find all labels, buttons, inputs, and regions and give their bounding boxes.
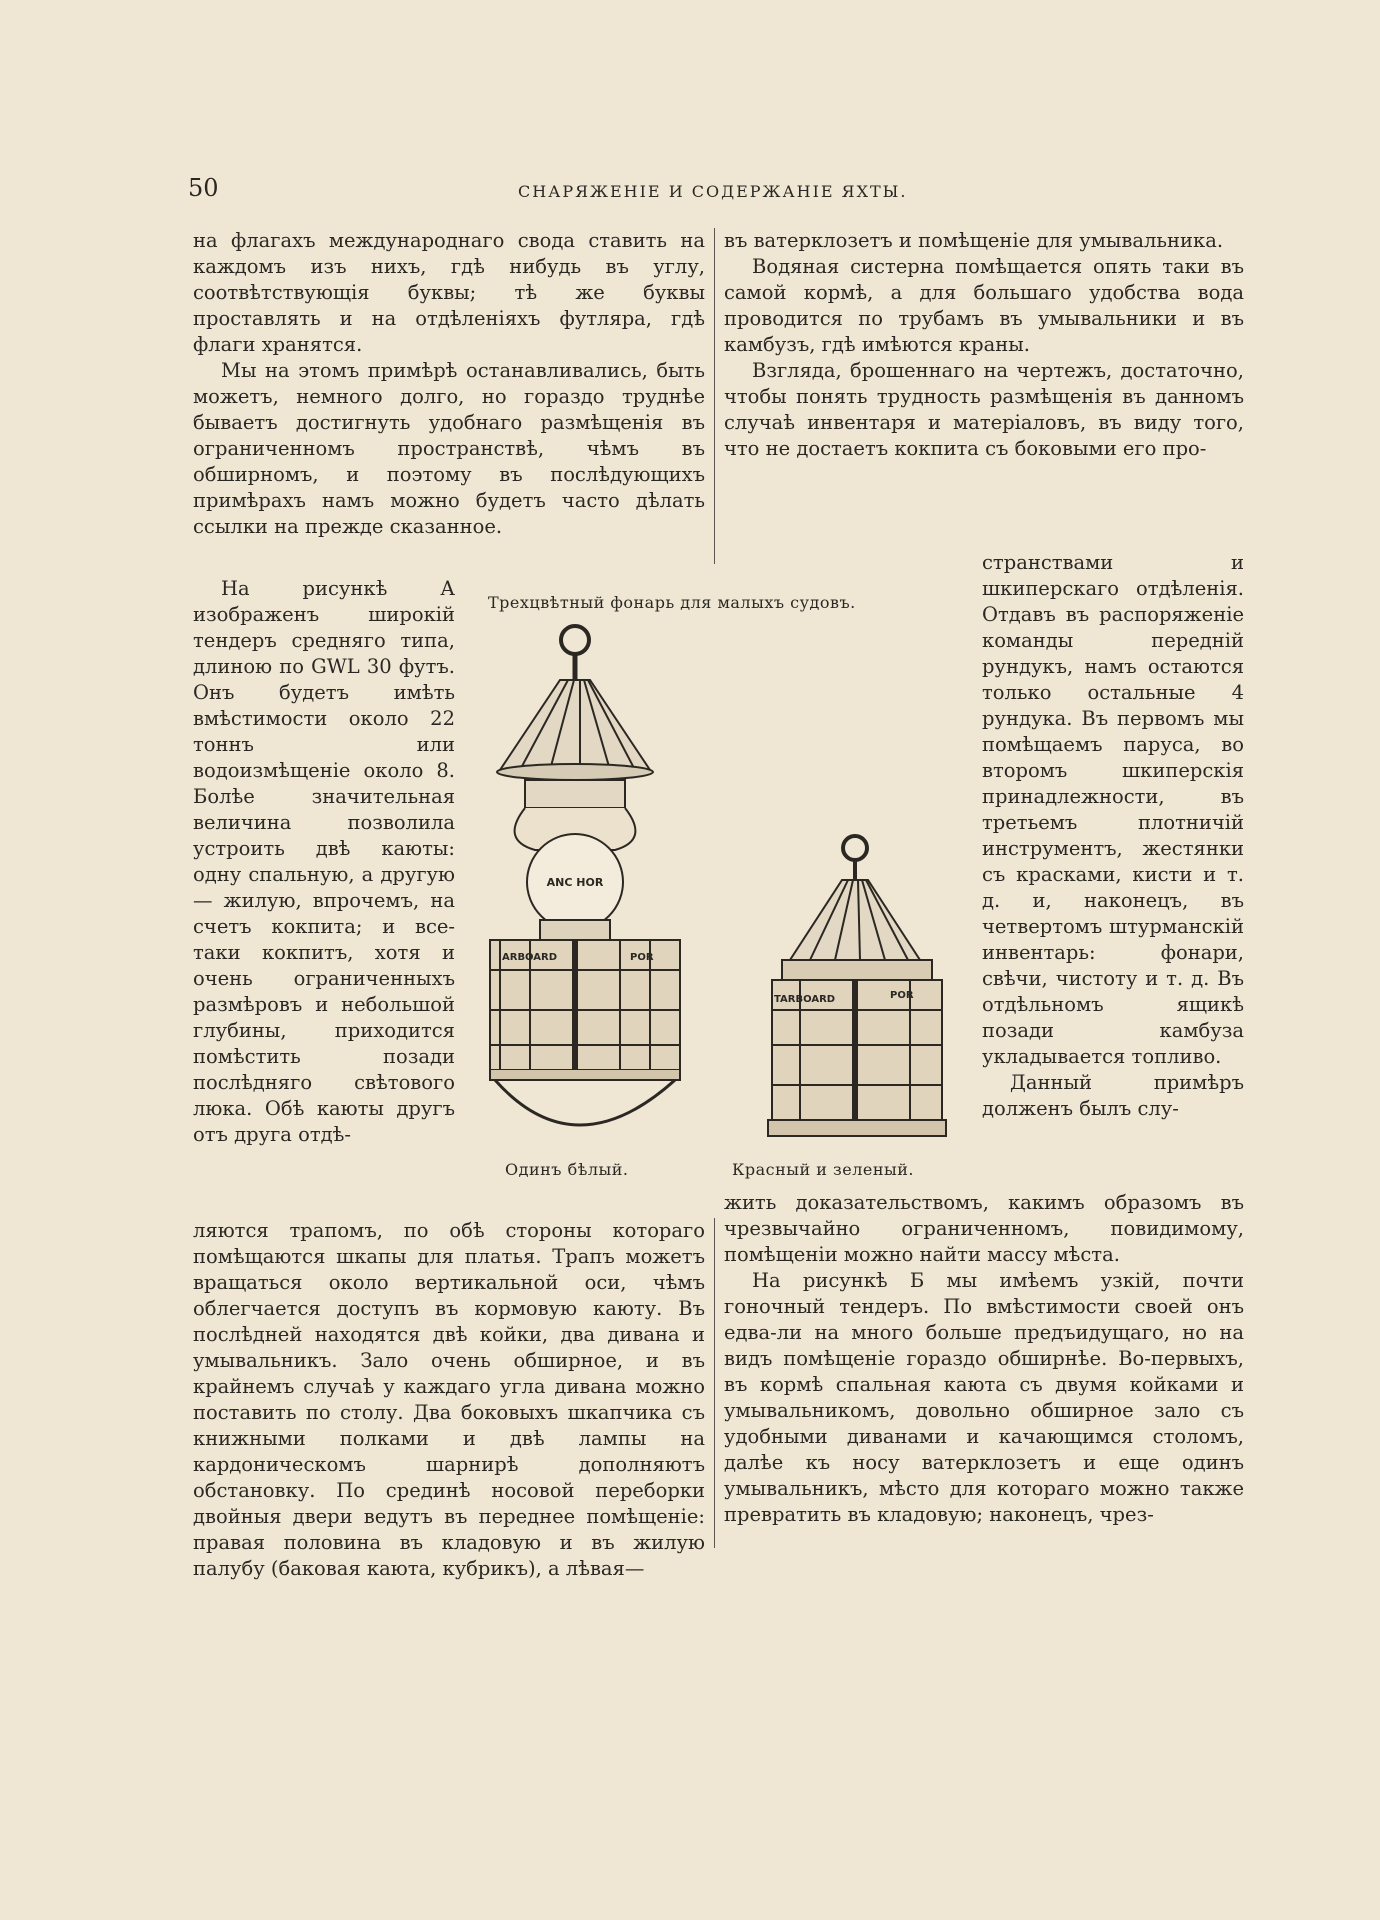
lantern-white-illustration (480, 620, 720, 1160)
figure-title: Трехцвѣтный фонарь для малыхъ судовъ. (488, 593, 856, 612)
column-divider-top (714, 228, 715, 564)
paragraph: Мы на этомъ примѣрѣ останавливались, быть можетъ, немного долго, но гораздо труднѣе бываетъ достигнуть удобнаго размѣщенія въ ограниченномъ пространствѣ, чѣмъ въ обширномъ, и поэтому въ послѣдующихъ примѣрахъ намъ можно будетъ часто дѣлать ссылки на прежде сказанное. (193, 359, 705, 538)
figure-caption-white: Одинъ бѣлый. (505, 1160, 629, 1179)
paragraph: Данный примѣръ долженъ былъ слу- (982, 1071, 1244, 1120)
starboard-label: ARBOARD (502, 952, 558, 963)
column-right-bottom (724, 1190, 1244, 1528)
column-right-wrap (982, 550, 1244, 1122)
running-title: СНАРЯЖЕНІЕ И СОДЕРЖАНІЕ ЯХТЫ. (518, 182, 908, 201)
column-left-wrap (193, 576, 455, 1148)
figure-caption-red-green: Красный и зеленый. (732, 1160, 914, 1179)
paragraph: Водяная систерна помѣщается опять таки въ самой кормѣ, а для большаго удобства вода проводится по трубамъ въ умывальники и въ камбузъ, гдѣ имѣются краны. (724, 255, 1244, 356)
column-right-top (724, 228, 1244, 462)
anchor-label: ANC HOR (546, 876, 604, 889)
paragraph: въ ватерклозетъ и помѣщеніе для умывальника. (724, 229, 1224, 252)
lantern-red-green-illustration (760, 830, 970, 1150)
port-label: POR (890, 990, 914, 1001)
paragraph: на флагахъ международнаго свода ставить на каждомъ изъ нихъ, гдѣ нибудь въ углу, соотвѣтствующія буквы; тѣ же буквы проставлять и на отдѣленіяхъ футляра, гдѣ флаги хранятся. (193, 229, 705, 356)
column-left-top (193, 228, 705, 540)
page-number: 50 (188, 174, 219, 202)
page-header (188, 170, 1248, 210)
paragraph: жить доказательствомъ, какимъ образомъ въ чрезвычайно ограниченномъ, повидимому, помѣщеніи можно найти массу мѣста. (724, 1191, 1244, 1266)
paragraph: На рисункѣ А изображенъ широкій тендеръ средняго типа, длиною по GWL 30 футъ. Онъ будетъ имѣть вмѣстимости около 22 тоннъ или водоизмѣщеніе около 8. Болѣе значительная величина позволила устроить двѣ каюты: одну спальную, а другую — жилую, впрочемъ, на счетъ кокпита; и все-таки кокпитъ, хотя и очень ограниченныхъ размѣровъ и небольшой глубины, приходится помѣстить позади послѣдняго свѣтового люка. Обѣ каюты другъ отъ друга отдѣ- (193, 577, 455, 1146)
paragraph: На рисункѣ Б мы имѣемъ узкій, почти гоночный тендеръ. По вмѣстимости своей онъ едва-ли на много больше предъидущаго, но на видъ помѣщеніе гораздо обширнѣе. Во-первыхъ, въ кормѣ спальная каюта съ двумя койками и умывальникомъ, довольно обширное зало съ удобными диванами и качающимся столомъ, далѣе къ носу ватерклозетъ и еще одинъ умывальникъ, мѣсто для котораго можно также превратить въ кладовую; наконецъ, чрез- (724, 1269, 1244, 1526)
paragraph: странствами и шкиперскаго отдѣленія. Отдавъ въ распоряженіе команды передній рундукъ, намъ остаются только остальные 4 рундука. Въ первомъ мы помѣщаемъ паруса, во второмъ шкиперскія принадлежности, въ третьемъ плотничій инструментъ, жестянки съ красками, кисти и т. д. и, наконецъ, въ четвертомъ штурманскій инвентарь: фонари, свѣчи, чистоту и т. д. Въ отдѣльномъ ящикѣ позади камбуза укладывается топливо. (982, 551, 1244, 1068)
port-label: POR (630, 952, 654, 963)
paragraph: ляются трапомъ, по обѣ стороны котораго помѣщаются шкапы для платья. Трапъ можетъ вращаться около вертикальной оси, чѣмъ облегчается доступъ въ кормовую каюту. Въ послѣдней находятся двѣ койки, два дивана и умывальникъ. Зало очень обширное, и въ крайнемъ случаѣ у каждаго угла дивана можно поставить по столу. Два боковыхъ шкапчика съ книжными полками и двѣ лампы на кардоническомъ шарнирѣ дополняютъ обстановку. По срединѣ носовой переборки двойныя двери ведутъ въ переднее помѣщеніе: правая половина въ кладовую и въ жилую палубу (баковая каюта, кубрикъ), а лѣвая— (193, 1219, 705, 1580)
starboard-label: TARBOARD (774, 994, 836, 1005)
column-left-bottom (193, 1218, 705, 1582)
paragraph: Взгляда, брошеннаго на чертежъ, достаточно, чтобы понять трудность размѣщенія въ данномъ случаѣ инвентаря и матеріаловъ, въ виду того, что не достаетъ кокпита съ боковыми его про- (724, 359, 1244, 460)
column-divider-bottom (714, 1218, 715, 1548)
